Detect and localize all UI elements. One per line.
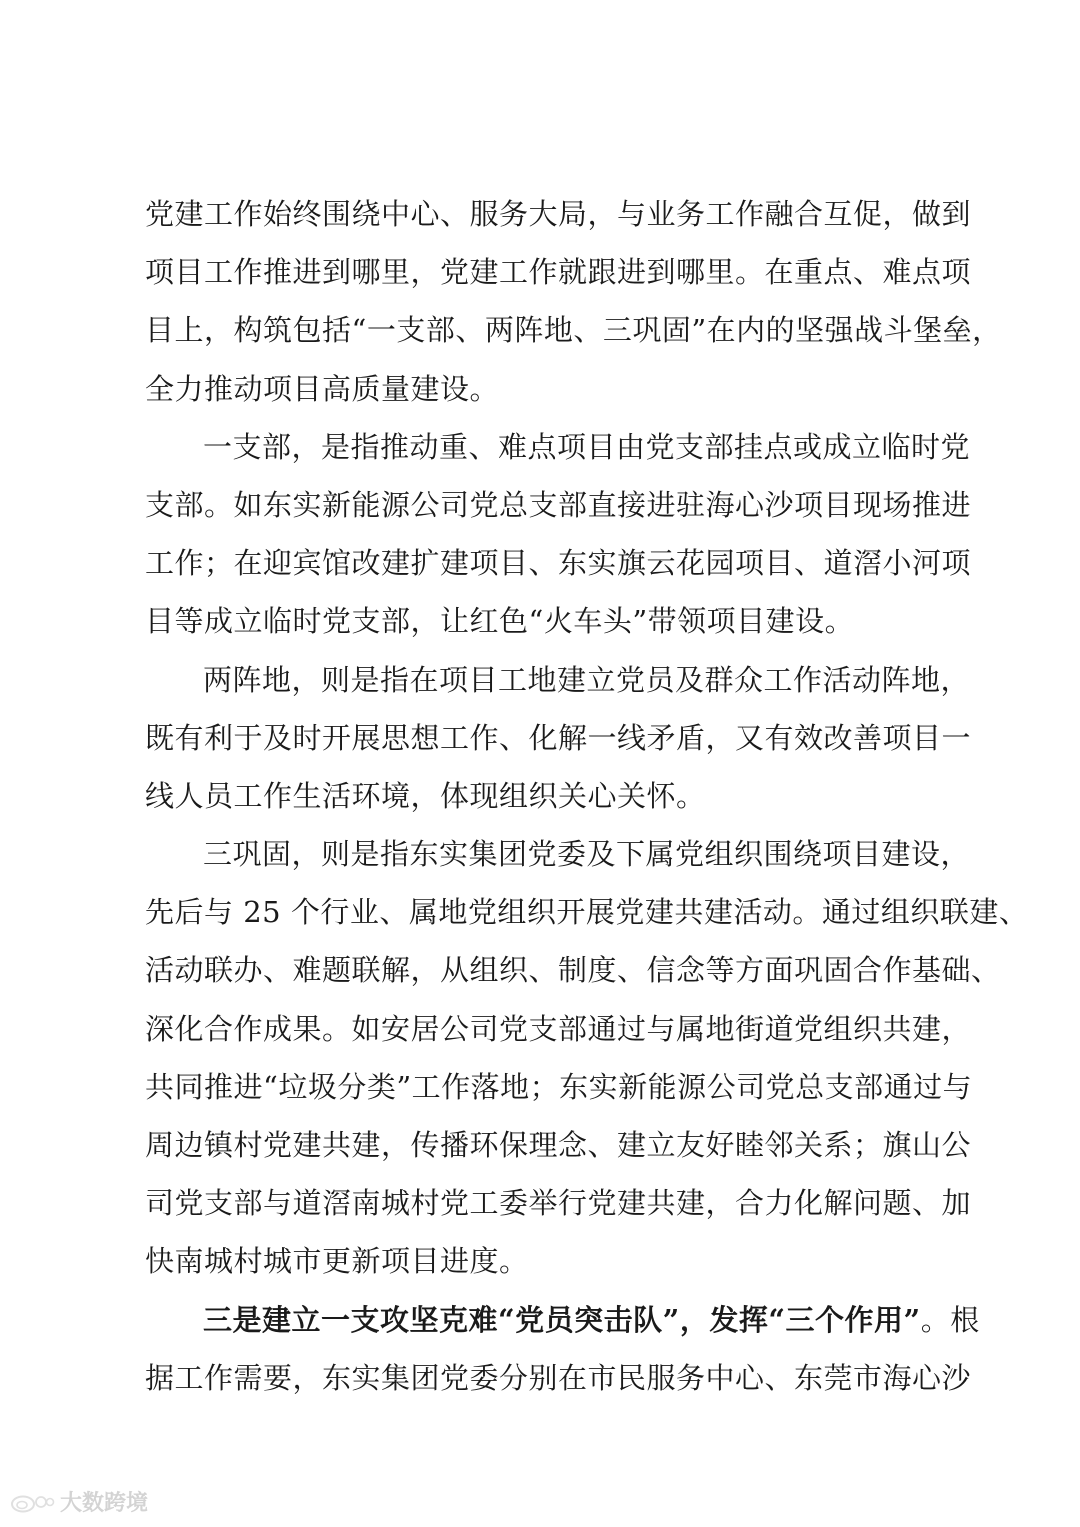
text-line [145,1291,980,1349]
text-run: 。根 [920,1302,980,1337]
text-line: 周边镇村党建共建，传播环保理念、建立友好睦邻关系；旗山公 [145,1128,972,1162]
text-line: 两阵地，则是指在项目工地建立党员及群众工作活动阵地， [203,662,971,697]
text-line: 目等成立临时党支部，让红色“火车头”带领项目建设。 [145,604,855,639]
text-line: 全力推动项目高质量建设。 [145,371,500,406]
text-line: 快南城村城市更新项目进度。 [145,1244,529,1279]
text-line: 党建工作始终围绕中心、服务大局，与业务工作融合互促，做到 [145,197,972,231]
text-line: 先后与 25 个行业、属地党组织开展党建共建活动。通过组织联建、 [145,895,1029,930]
text-line: 支部。如东实新能源公司党总支部直接进驻海心沙项目现场推进 [145,487,972,522]
text-line: 三巩固，则是指东实集团党委及下属党组织围绕项目建设， [203,837,971,872]
text-line: 共同推进“垃圾分类”工作落地；东实新能源公司党总支部通过与 [145,1069,973,1104]
text-line: 据工作需要，东实集团党委分别在市民服务中心、东莞市海心沙 [145,1360,972,1395]
text-line: 司党支部与道滘南城村党工委举行党建共建，合力化解问题、加 [145,1186,972,1221]
text-line: 目上，构筑包括“一支部、两阵地、三巩固”在内的坚强战斗堡垒， [145,313,1002,348]
text-line: 线人员工作生活环境，体现组织关心关怀。 [145,778,706,813]
text-line: 活动联办、难题联解，从组织、制度、信念等方面巩固合作基础、 [145,953,1001,988]
text-line: 一支部，是指推动重、难点项目由党支部挂点或成立临时党 [203,429,971,464]
weibo-logo-icon [10,1491,54,1513]
body-text [145,185,1029,1407]
text-line: 项目工作推进到哪里，党建工作就跟进到哪里。在重点、难点项 [145,255,972,290]
text-line: 既有利于及时开展思想工作、化解一线矛盾，又有效改善项目一 [145,720,972,755]
bold-lead: 三是建立一支攻坚克难“党员突击队”，发挥“三个作用” [203,1302,921,1337]
watermark-text: 大数跨境 [60,1491,149,1516]
watermark [10,1486,148,1517]
text-line: 工作；在迎宾馆改建扩建项目、东实旗云花园项目、道滘小河项 [145,546,972,581]
text-line: 深化合作成果。如安居公司党支部通过与属地街道党组织共建， [145,1011,972,1046]
